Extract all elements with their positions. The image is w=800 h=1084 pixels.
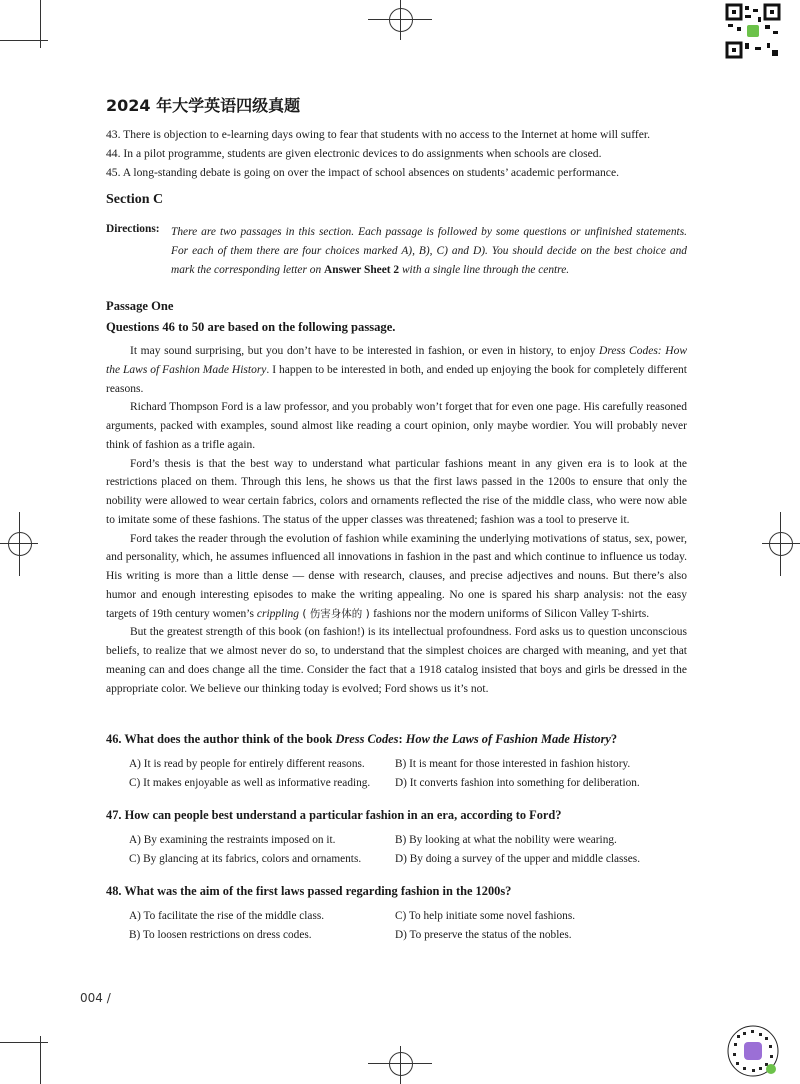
- question-46-stem: 46. What does the author think of the book Dress Codes: How the Laws of Fashion Made History?: [106, 732, 618, 746]
- q47-option-b: B) By looking at what the nobility were wearing.: [395, 834, 617, 846]
- crop-mark-bottom-left-v: [40, 1036, 41, 1084]
- q46-option-d: D) It converts fashion into something for deliberation.: [395, 777, 640, 789]
- q46-option-c: C) It makes enjoyable as well as informative reading.: [129, 777, 371, 789]
- list-item: 43. There is objection to e-learning days owing to fear that students with no access to the Internet at home will suffer.: [106, 128, 651, 141]
- passage-body: [106, 342, 687, 698]
- paragraph-5: But the greatest strength of this book (on fashion!) is its intellectual profoundness. Ford asks us to question unconscious beliefs, to realize that we almost never do so, to understand that the simplest choices are charged with meaning, and yet that meaning can and does change all the time. Consider the fact that a 1918 catalog insisted that boys and girls be dressed in the appropriate color. We believe our thinking today is evolved; Ford shows us it’s not.: [106, 626, 687, 695]
- q47-option-a: A) By examining the restraints imposed on it.: [129, 834, 336, 846]
- answer-sheet-emphasis: Answer Sheet 2: [324, 264, 400, 276]
- paragraph-2: Richard Thompson Ford is a law professor, and you probably won’t forget that for even one page. His carefully reasoned arguments, packed with examples, sound almost like reading a court opinion, only maybe wordier. You will probably never think of fashion as a trifle again.: [106, 401, 687, 451]
- q46-option-b: B) It is meant for those interested in fashion history.: [395, 758, 631, 770]
- list-item: 45. A long-standing debate is going on over the impact of school absences on students’ academic performance.: [106, 166, 619, 179]
- qr-code-top-right: [725, 3, 781, 59]
- page-header-title: 2024 年大学英语四级真题: [106, 96, 301, 115]
- q46-option-a: A) It is read by people for entirely different reasons.: [129, 758, 365, 770]
- directions-label: Directions:: [106, 223, 160, 235]
- q47-option-d: D) By doing a survey of the upper and middle classes.: [395, 853, 641, 865]
- paragraph-1: It may sound surprising, but you don’t have to be interested in fashion, or even in history, to enjoy Dress Codes: How the Laws of Fashion Made History. I happen to be interested in both, and ended up enjoying the book for completely different reasons.: [106, 345, 688, 395]
- passage-subtitle: Questions 46 to 50 are based on the following passage.: [106, 320, 396, 334]
- list-item: 44. In a pilot programme, students are given electronic devices to do assignments when schools are closed.: [106, 147, 602, 160]
- qr-code-bottom-right: [727, 1025, 779, 1077]
- paragraph-3: Ford’s thesis is that the best way to understand what particular fashions meant in any given era is to look at the restrictions placed on them. Through this lens, he shows us that the first laws passed in the 1200s to ensure that only the nobility were allowed to wear certain fabrics, colors and ornaments reflected the rise of the middle class, who were now able to imitate some of these fashions. The status of the upper classes was threatened; fashion was a tool to preserve it.: [106, 457, 687, 526]
- q48-option-b: B) To loosen restrictions on dress codes.: [129, 929, 312, 941]
- passage-title: Passage One: [106, 299, 174, 313]
- q48-option-a: A) To facilitate the rise of the middle class.: [129, 910, 325, 922]
- q48-option-d: D) To preserve the status of the nobles.: [395, 929, 572, 941]
- crop-mark-bottom-left-h: [0, 1042, 48, 1043]
- crop-mark-top-left-h: [0, 40, 48, 41]
- q47-option-c: C) By glancing at its fabrics, colors and ornaments.: [129, 853, 362, 865]
- question-47-stem: 47. How can people best understand a particular fashion in an era, according to Ford?: [106, 808, 562, 822]
- directions-text: There are two passages in this section. Each passage is followed by some questions or unfinished statements. For each of them there are four choices marked A), B), C) and D). You should decide on the best choice and mark the corresponding letter on Answer Sheet 2 with a single line through the centre.: [171, 226, 687, 276]
- page-number: 004 /: [80, 991, 111, 1005]
- question-48-stem: 48. What was the aim of the first laws passed regarding fashion in the 1200s?: [106, 884, 512, 898]
- section-title: Section C: [106, 192, 164, 207]
- q48-option-c: C) To help initiate some novel fashions.: [395, 910, 576, 922]
- paragraph-4: Ford takes the reader through the evolution of fashion while examining the underlying motivations of status, sex, power, and personality, which, he assumes influenced all innovations in fashion in the past and which continue to influence us today. His writing is more than a little dense — dense with research, clauses, and precise adjectives and nouns. But there’s also humor and enough interesting episodes to make the writing appealing. No one is spared his sharp analysis: not the easy targets of 19th century women’s crippling ( 伤害身体的 ) fashions nor the modern uniforms of Silicon Valley T-shirts.: [106, 532, 687, 620]
